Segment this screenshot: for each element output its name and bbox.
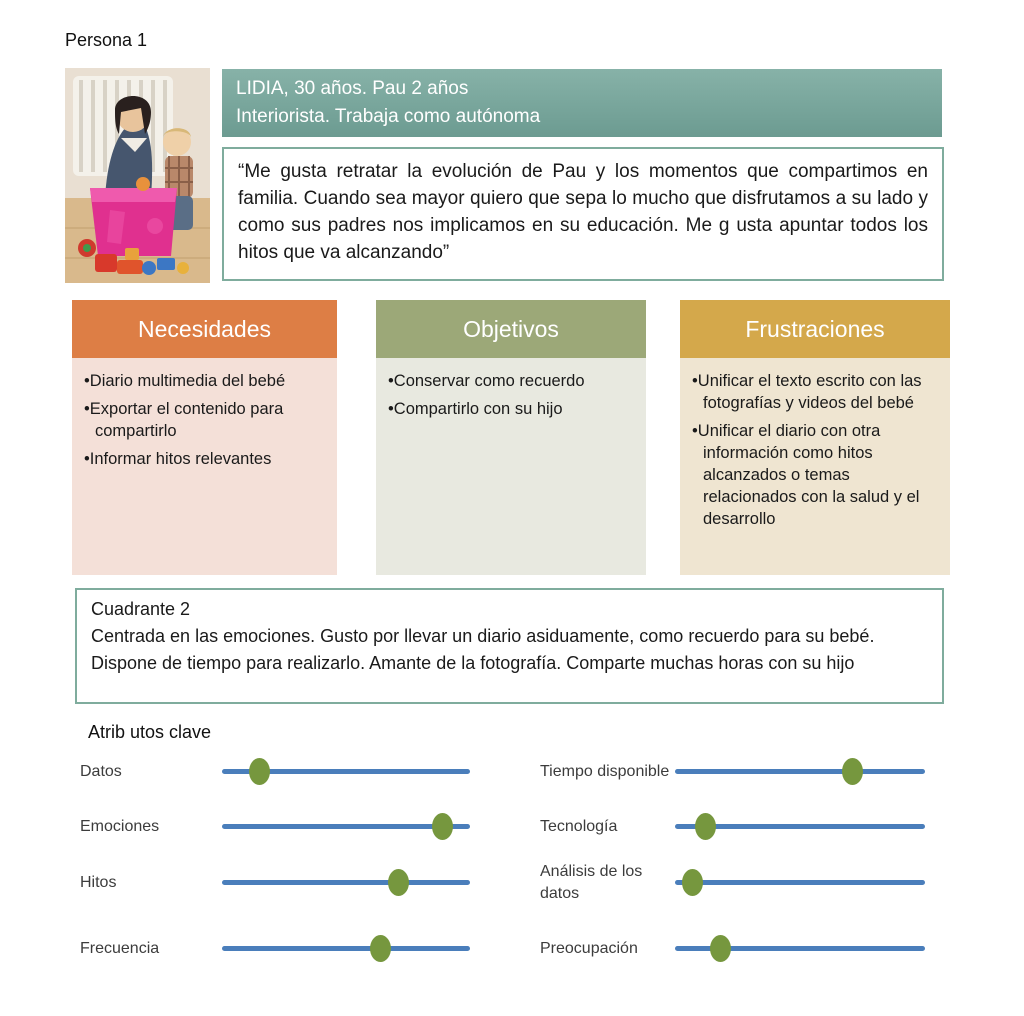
attribute-slider-row xyxy=(80,855,475,911)
slider-handle[interactable] xyxy=(388,869,409,896)
attribute-sliders-right xyxy=(540,744,930,977)
attribute-slider-row xyxy=(540,799,930,855)
quadrant-box xyxy=(75,588,944,704)
list-item: •Diario multimedia del bebé xyxy=(84,372,286,390)
attribute-slider-row xyxy=(80,744,475,800)
page-title: Persona 1 xyxy=(65,30,148,50)
needs-body xyxy=(72,358,337,575)
persona-quote-text: “Me gusta retratar la evolución de Pau y los momentos que compartimos en familia. Cuando sea mayor quiero que sepa lo mucho que disfrutamos a su lado y como sus padres nos implicamos en su educación. Me g usta apuntar todos los hitos que va alcanzando” xyxy=(238,161,928,263)
needs-list xyxy=(84,370,327,470)
list-item: •Unificar el diario con otra información como hitos alcanzados o temas relacionados con la salud y el desarrollo xyxy=(692,422,920,528)
attribute-slider-row xyxy=(540,921,930,977)
quadrant-title: Cuadrante 2 xyxy=(91,599,191,619)
slider-label: Tecnología xyxy=(540,818,618,835)
slider-label: Hitos xyxy=(80,874,117,891)
frustrations-header: Frustraciones xyxy=(680,300,950,358)
slider-handle[interactable] xyxy=(370,935,391,962)
slider-handle[interactable] xyxy=(682,869,703,896)
list-item: •Conservar como recuerdo xyxy=(388,372,585,390)
slider-handle[interactable] xyxy=(249,758,270,785)
needs-column xyxy=(72,300,337,575)
slider-label: Emociones xyxy=(80,818,160,835)
slider-track[interactable] xyxy=(222,880,470,885)
frustrations-body xyxy=(680,358,950,575)
slider-track[interactable] xyxy=(675,769,925,774)
attribute-slider-row xyxy=(80,799,475,855)
slider-track[interactable] xyxy=(222,946,470,951)
slider-handle[interactable] xyxy=(695,813,716,840)
goals-column xyxy=(376,300,646,575)
list-item: •Informar hitos relevantes xyxy=(84,450,272,468)
attribute-slider-row xyxy=(540,744,930,800)
slider-handle[interactable] xyxy=(432,813,453,840)
persona-quote-box xyxy=(222,147,944,281)
slider-handle[interactable] xyxy=(842,758,863,785)
frustrations-column xyxy=(680,300,950,575)
attribute-sliders-left xyxy=(80,744,475,977)
mother-child-playing-illustration xyxy=(65,68,210,283)
frustrations-list xyxy=(692,370,940,530)
attribute-slider-row xyxy=(540,855,930,911)
goals-list xyxy=(388,370,636,420)
slider-label: Datos xyxy=(80,763,122,780)
quadrant-description: Centrada en las emociones. Gusto por llevar un diario asiduamente, como recuerdo para su bebé. Dispone de tiempo para realizarlo. Amante de la fotografía. Comparte muchas horas con su hijo xyxy=(91,626,875,673)
list-item: •Exportar el contenido para compartirlo xyxy=(84,400,284,440)
slider-label: Frecuencia xyxy=(80,940,160,957)
slider-label: Análisis de los datos xyxy=(540,863,643,902)
slider-label: Tiempo disponible xyxy=(540,763,670,780)
persona-photo xyxy=(65,68,210,283)
goals-header: Objetivos xyxy=(376,300,646,358)
slider-track[interactable] xyxy=(675,880,925,885)
key-attributes-title: Atrib utos clave xyxy=(88,722,212,742)
persona-header-banner xyxy=(222,69,942,137)
slider-handle[interactable] xyxy=(710,935,731,962)
list-item: •Unificar el texto escrito con las fotografías y videos del bebé xyxy=(692,372,922,412)
attribute-slider-row xyxy=(80,921,475,977)
list-item: •Compartirlo con su hijo xyxy=(388,400,563,418)
persona-job-line: Interiorista. Trabaja como autónoma xyxy=(236,106,541,127)
goals-body xyxy=(376,358,646,575)
persona-name-line: LIDIA, 30 años. Pau 2 años xyxy=(236,78,469,99)
needs-header: Necesidades xyxy=(72,300,337,358)
slider-label: Preocupación xyxy=(540,940,638,957)
